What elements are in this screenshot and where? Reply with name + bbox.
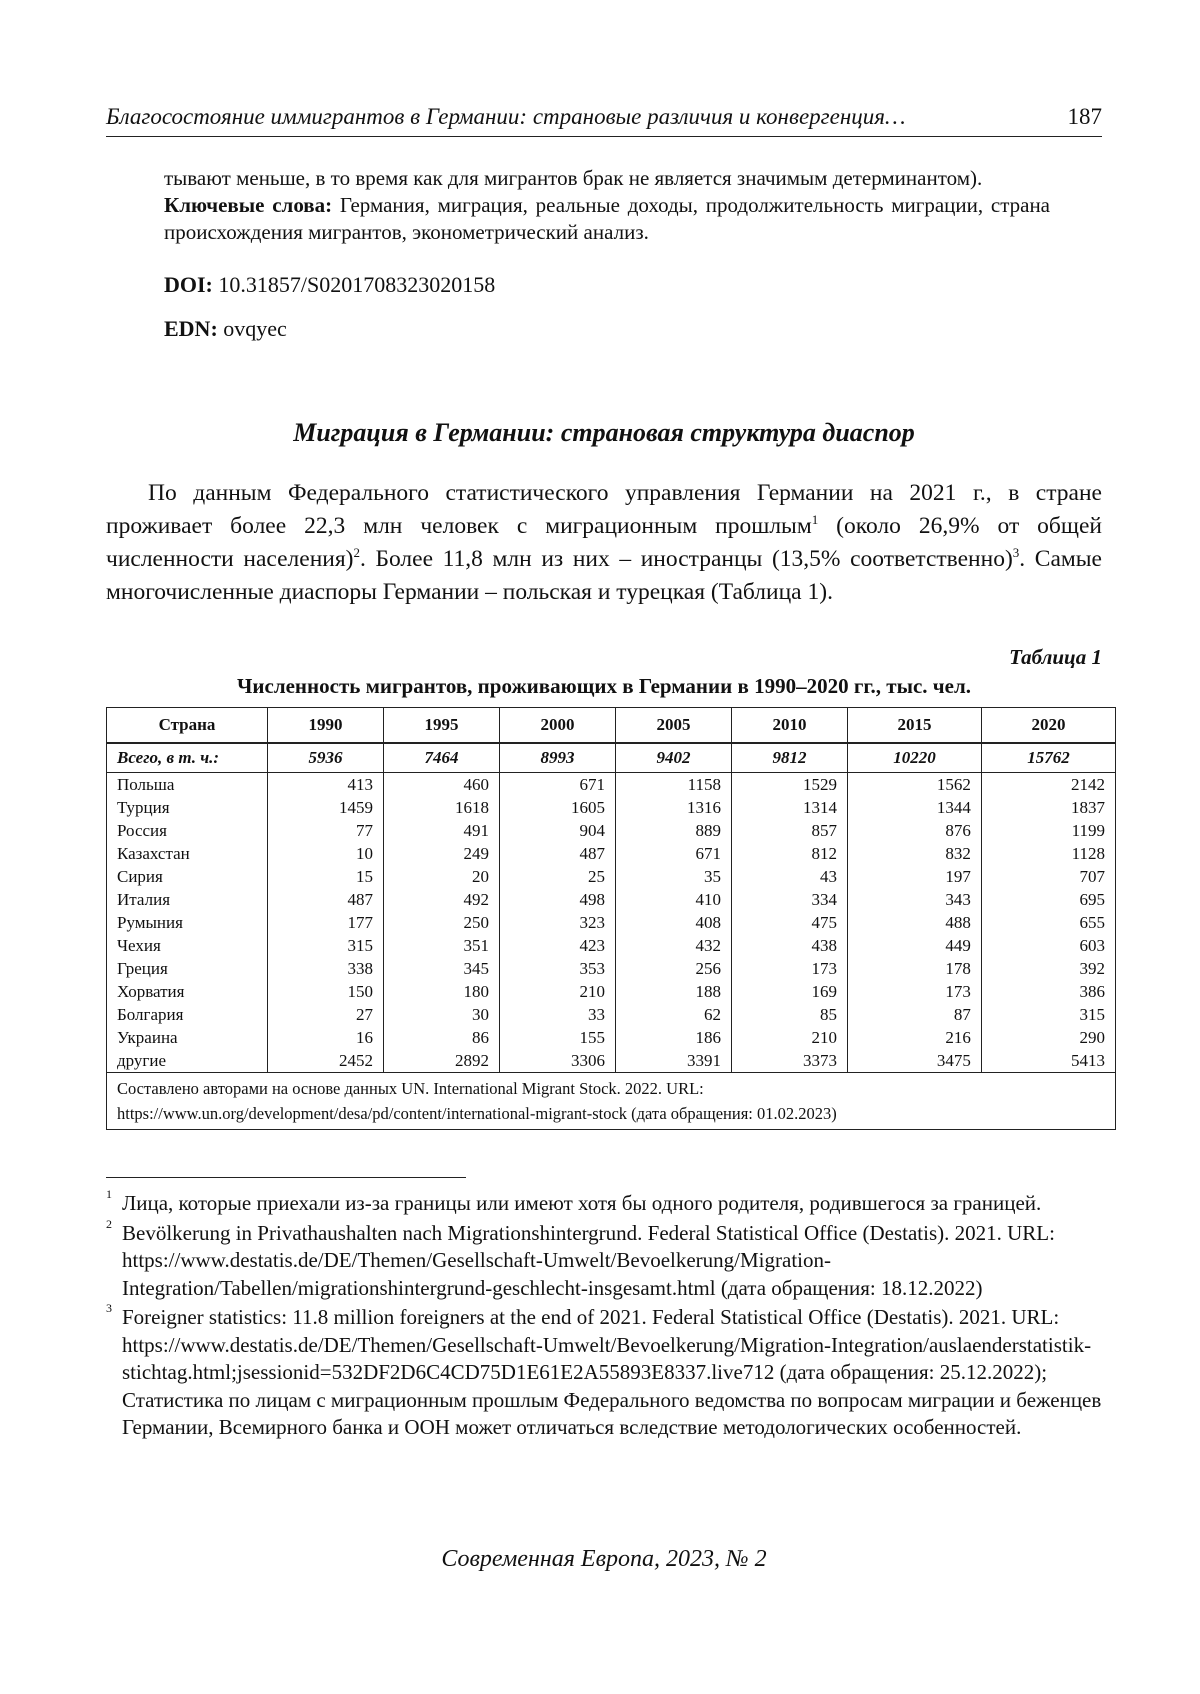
- value-cell: 16: [268, 1026, 384, 1049]
- footnote-text: Foreigner statistics: 11.8 million foreigners at the end of 2021. Federal Statistical Office (Destatis). 2021. URL: https://www.destatis.de/DE/Themen/Gesellschaft-Umwelt/Bevoelkerung/Migration-Integration/auslaenderstatistik-stichtag.html;jsessionid=532DF2D6C4CD75D1E61E2A55893E8337.live712 (дата обращения: 25.12.2022); Статистика по лицам с миграционным прошлым Федерального ведомства по вопросам миграции и беженцев Германии, Всемирного банка и ООН может отличаться вследствие методологических особенностей.: [122, 1305, 1102, 1439]
- value-cell: 177: [268, 911, 384, 934]
- value-cell: 1837: [981, 796, 1115, 819]
- value-cell: 432: [616, 934, 732, 957]
- value-cell: 460: [384, 773, 500, 797]
- value-cell: 173: [732, 957, 848, 980]
- value-cell: 197: [848, 865, 982, 888]
- country-cell: Чехия: [107, 934, 268, 957]
- value-cell: 671: [500, 773, 616, 797]
- table-row: [107, 796, 1116, 819]
- keywords-label: Ключевые слова:: [164, 193, 333, 217]
- total-value-cell: 7464: [384, 743, 500, 773]
- value-cell: 150: [268, 980, 384, 1003]
- table-row: [107, 819, 1116, 842]
- value-cell: 353: [500, 957, 616, 980]
- value-cell: 812: [732, 842, 848, 865]
- table-row: [107, 773, 1116, 797]
- total-value-cell: 5936: [268, 743, 384, 773]
- value-cell: 338: [268, 957, 384, 980]
- footnote-divider: [106, 1177, 466, 1178]
- column-header-year: 1995: [384, 708, 500, 744]
- value-cell: 449: [848, 934, 982, 957]
- column-header-year: 2000: [500, 708, 616, 744]
- country-cell: Казахстан: [107, 842, 268, 865]
- value-cell: 3306: [500, 1049, 616, 1073]
- footnote-number: 2: [106, 1216, 112, 1231]
- value-cell: 408: [616, 911, 732, 934]
- value-cell: 413: [268, 773, 384, 797]
- value-cell: 695: [981, 888, 1115, 911]
- value-cell: 256: [616, 957, 732, 980]
- value-cell: 186: [616, 1026, 732, 1049]
- value-cell: 169: [732, 980, 848, 1003]
- table-row: [107, 888, 1116, 911]
- value-cell: 832: [848, 842, 982, 865]
- country-cell: Польша: [107, 773, 268, 797]
- table-title: Численность мигрантов, проживающих в Германии в 1990–2020 гг., тыс. чел.: [236, 674, 971, 698]
- table-row: [107, 1003, 1116, 1026]
- country-cell: Сирия: [107, 865, 268, 888]
- table-row: [107, 911, 1116, 934]
- migrants-table: [106, 707, 1116, 1130]
- value-cell: 392: [981, 957, 1115, 980]
- value-cell: 1199: [981, 819, 1115, 842]
- value-cell: 410: [616, 888, 732, 911]
- table-label: Таблица 1: [1009, 645, 1102, 669]
- value-cell: 1128: [981, 842, 1115, 865]
- value-cell: 315: [981, 1003, 1115, 1026]
- value-cell: 250: [384, 911, 500, 934]
- value-cell: 30: [384, 1003, 500, 1026]
- total-value-cell: 10220: [848, 743, 982, 773]
- value-cell: 43: [732, 865, 848, 888]
- total-value-cell: 15762: [981, 743, 1115, 773]
- para-text-4: . Самые многочисленные диаспоры Германии – польская и турецкая (Таблица 1).: [106, 546, 1102, 605]
- value-cell: 62: [616, 1003, 732, 1026]
- edn-value: ovqyec: [223, 316, 287, 341]
- value-cell: 3475: [848, 1049, 982, 1073]
- column-header-year: 2015: [848, 708, 982, 744]
- doi-value[interactable]: 10.31857/S0201708323020158: [218, 272, 496, 297]
- country-cell: Греция: [107, 957, 268, 980]
- value-cell: 655: [981, 911, 1115, 934]
- value-cell: 20: [384, 865, 500, 888]
- value-cell: 10: [268, 842, 384, 865]
- abstract-tail: [164, 165, 1050, 246]
- value-cell: 173: [848, 980, 982, 1003]
- page-number: 187: [1067, 104, 1102, 129]
- value-cell: 492: [384, 888, 500, 911]
- value-cell: 1158: [616, 773, 732, 797]
- edn-label: EDN:: [164, 316, 218, 341]
- doi-label: DOI:: [164, 272, 213, 297]
- table-row: [107, 1026, 1116, 1049]
- value-cell: 423: [500, 934, 616, 957]
- total-value-cell: 8993: [500, 743, 616, 773]
- value-cell: 210: [732, 1026, 848, 1049]
- country-cell: Болгария: [107, 1003, 268, 1026]
- country-cell: Турция: [107, 796, 268, 819]
- value-cell: 2142: [981, 773, 1115, 797]
- value-cell: 345: [384, 957, 500, 980]
- value-cell: 3391: [616, 1049, 732, 1073]
- doi-line: [164, 272, 495, 298]
- value-cell: 1529: [732, 773, 848, 797]
- country-cell: Хорватия: [107, 980, 268, 1003]
- table-row: [107, 934, 1116, 957]
- value-cell: 475: [732, 911, 848, 934]
- total-value-cell: 9402: [616, 743, 732, 773]
- footnote-text: Лица, которые приехали из-за границы или имеют хотя бы одного родителя, родившегося за границей.: [122, 1191, 1042, 1215]
- table-total-row: [107, 743, 1116, 773]
- value-cell: 188: [616, 980, 732, 1003]
- value-cell: 249: [384, 842, 500, 865]
- value-cell: 25: [500, 865, 616, 888]
- source-line-2: https://www.un.org/development/desa/pd/content/international-migrant-stock (дата обращения: 01.02.2023): [117, 1104, 837, 1123]
- value-cell: 77: [268, 819, 384, 842]
- footnote-2: [106, 1216, 1102, 1303]
- value-cell: 707: [981, 865, 1115, 888]
- keywords: [164, 192, 1050, 246]
- value-cell: 216: [848, 1026, 982, 1049]
- value-cell: 33: [500, 1003, 616, 1026]
- footnotes: [106, 1187, 1102, 1444]
- country-cell: другие: [107, 1049, 268, 1073]
- source-line-1: Составлено авторами на основе данных UN. International Migrant Stock. 2022. URL:: [117, 1079, 704, 1098]
- value-cell: 1562: [848, 773, 982, 797]
- value-cell: 438: [732, 934, 848, 957]
- page-footer: Современная Европа, 2023, № 2: [441, 1546, 767, 1572]
- column-header-year: 2020: [981, 708, 1115, 744]
- value-cell: 1344: [848, 796, 982, 819]
- value-cell: 1316: [616, 796, 732, 819]
- value-cell: 603: [981, 934, 1115, 957]
- para-text-1: По данным Федерального статистического управления Германии на 2021 г., в стране проживает более 22,3 млн человек с миграционным прошлым: [106, 480, 1102, 539]
- value-cell: 2452: [268, 1049, 384, 1073]
- value-cell: 1314: [732, 796, 848, 819]
- section-title: Миграция в Германии: страновая структура диаспор: [293, 418, 915, 447]
- value-cell: 290: [981, 1026, 1115, 1049]
- table-row: [107, 1049, 1116, 1073]
- footnote-ref-3[interactable]: 3: [1012, 545, 1020, 561]
- table-row: [107, 865, 1116, 888]
- value-cell: 889: [616, 819, 732, 842]
- table-row: [107, 980, 1116, 1003]
- para-text-3: . Более 11,8 млн из них – иностранцы (13,5% соответственно): [359, 546, 1013, 572]
- abstract-text: тывают меньше, в то время как для мигрантов брак не является значимым детерминантом).: [164, 166, 983, 190]
- value-cell: 1459: [268, 796, 384, 819]
- footnote-text: Bevölkerung in Privathaushalten nach Migrationshintergrund. Federal Statistical Office (Destatis). 2021. URL: https://www.destatis.de/DE/Themen/Gesellschaft-Umwelt/Bevoelkerung/Migration-Integration/Tabellen/migrationshintergrund-geschlecht-insgesamt.html (дата обращения: 18.12.2022): [122, 1220, 1055, 1300]
- country-cell: Украина: [107, 1026, 268, 1049]
- value-cell: 498: [500, 888, 616, 911]
- footnote-3: [106, 1301, 1102, 1442]
- footnote-number: 3: [106, 1301, 112, 1315]
- total-value-cell: 9812: [732, 743, 848, 773]
- value-cell: 2892: [384, 1049, 500, 1073]
- table-header-row: [107, 708, 1116, 744]
- value-cell: 343: [848, 888, 982, 911]
- value-cell: 1618: [384, 796, 500, 819]
- value-cell: 27: [268, 1003, 384, 1026]
- value-cell: 671: [616, 842, 732, 865]
- total-label-cell: Всего, в т. ч.:: [107, 743, 268, 773]
- footnote-number: 1: [106, 1187, 112, 1201]
- value-cell: 86: [384, 1026, 500, 1049]
- table-row: [107, 842, 1116, 865]
- value-cell: 35: [616, 865, 732, 888]
- value-cell: 386: [981, 980, 1115, 1003]
- running-title: Благосостояние иммигрантов в Германии: страновые различия и конвергенция…: [106, 104, 906, 129]
- value-cell: 876: [848, 819, 982, 842]
- value-cell: 491: [384, 819, 500, 842]
- value-cell: 334: [732, 888, 848, 911]
- value-cell: 15: [268, 865, 384, 888]
- table-row: [107, 957, 1116, 980]
- country-cell: Румыния: [107, 911, 268, 934]
- value-cell: 180: [384, 980, 500, 1003]
- footnote-ref-2[interactable]: 2: [353, 545, 360, 561]
- column-header-year: 1990: [268, 708, 384, 744]
- footnote-ref-1[interactable]: 1: [811, 512, 819, 528]
- value-cell: 488: [848, 911, 982, 934]
- table-source-row: [107, 1073, 1116, 1130]
- value-cell: 5413: [981, 1049, 1115, 1073]
- value-cell: 1605: [500, 796, 616, 819]
- value-cell: 351: [384, 934, 500, 957]
- value-cell: 178: [848, 957, 982, 980]
- column-header-year: 2010: [732, 708, 848, 744]
- value-cell: 155: [500, 1026, 616, 1049]
- value-cell: 857: [732, 819, 848, 842]
- table-source: [107, 1073, 1116, 1130]
- para-text-2: (около 26,9% от общей численности населения): [106, 513, 1102, 572]
- value-cell: 87: [848, 1003, 982, 1026]
- country-cell: Россия: [107, 819, 268, 842]
- value-cell: 904: [500, 819, 616, 842]
- running-header: [106, 104, 1102, 137]
- value-cell: 323: [500, 911, 616, 934]
- column-header-year: 2005: [616, 708, 732, 744]
- value-cell: 85: [732, 1003, 848, 1026]
- value-cell: 3373: [732, 1049, 848, 1073]
- body-paragraph: [106, 477, 1102, 609]
- value-cell: 315: [268, 934, 384, 957]
- country-cell: Италия: [107, 888, 268, 911]
- column-header-country: Страна: [107, 708, 268, 744]
- edn-line: [164, 316, 287, 342]
- footnote-1: [106, 1187, 1102, 1218]
- value-cell: 210: [500, 980, 616, 1003]
- value-cell: 487: [500, 842, 616, 865]
- value-cell: 487: [268, 888, 384, 911]
- keywords-text: Германия, миграция, реальные доходы, продолжительность миграции, страна происхождения мигрантов, эконометрический анализ.: [164, 193, 1051, 244]
